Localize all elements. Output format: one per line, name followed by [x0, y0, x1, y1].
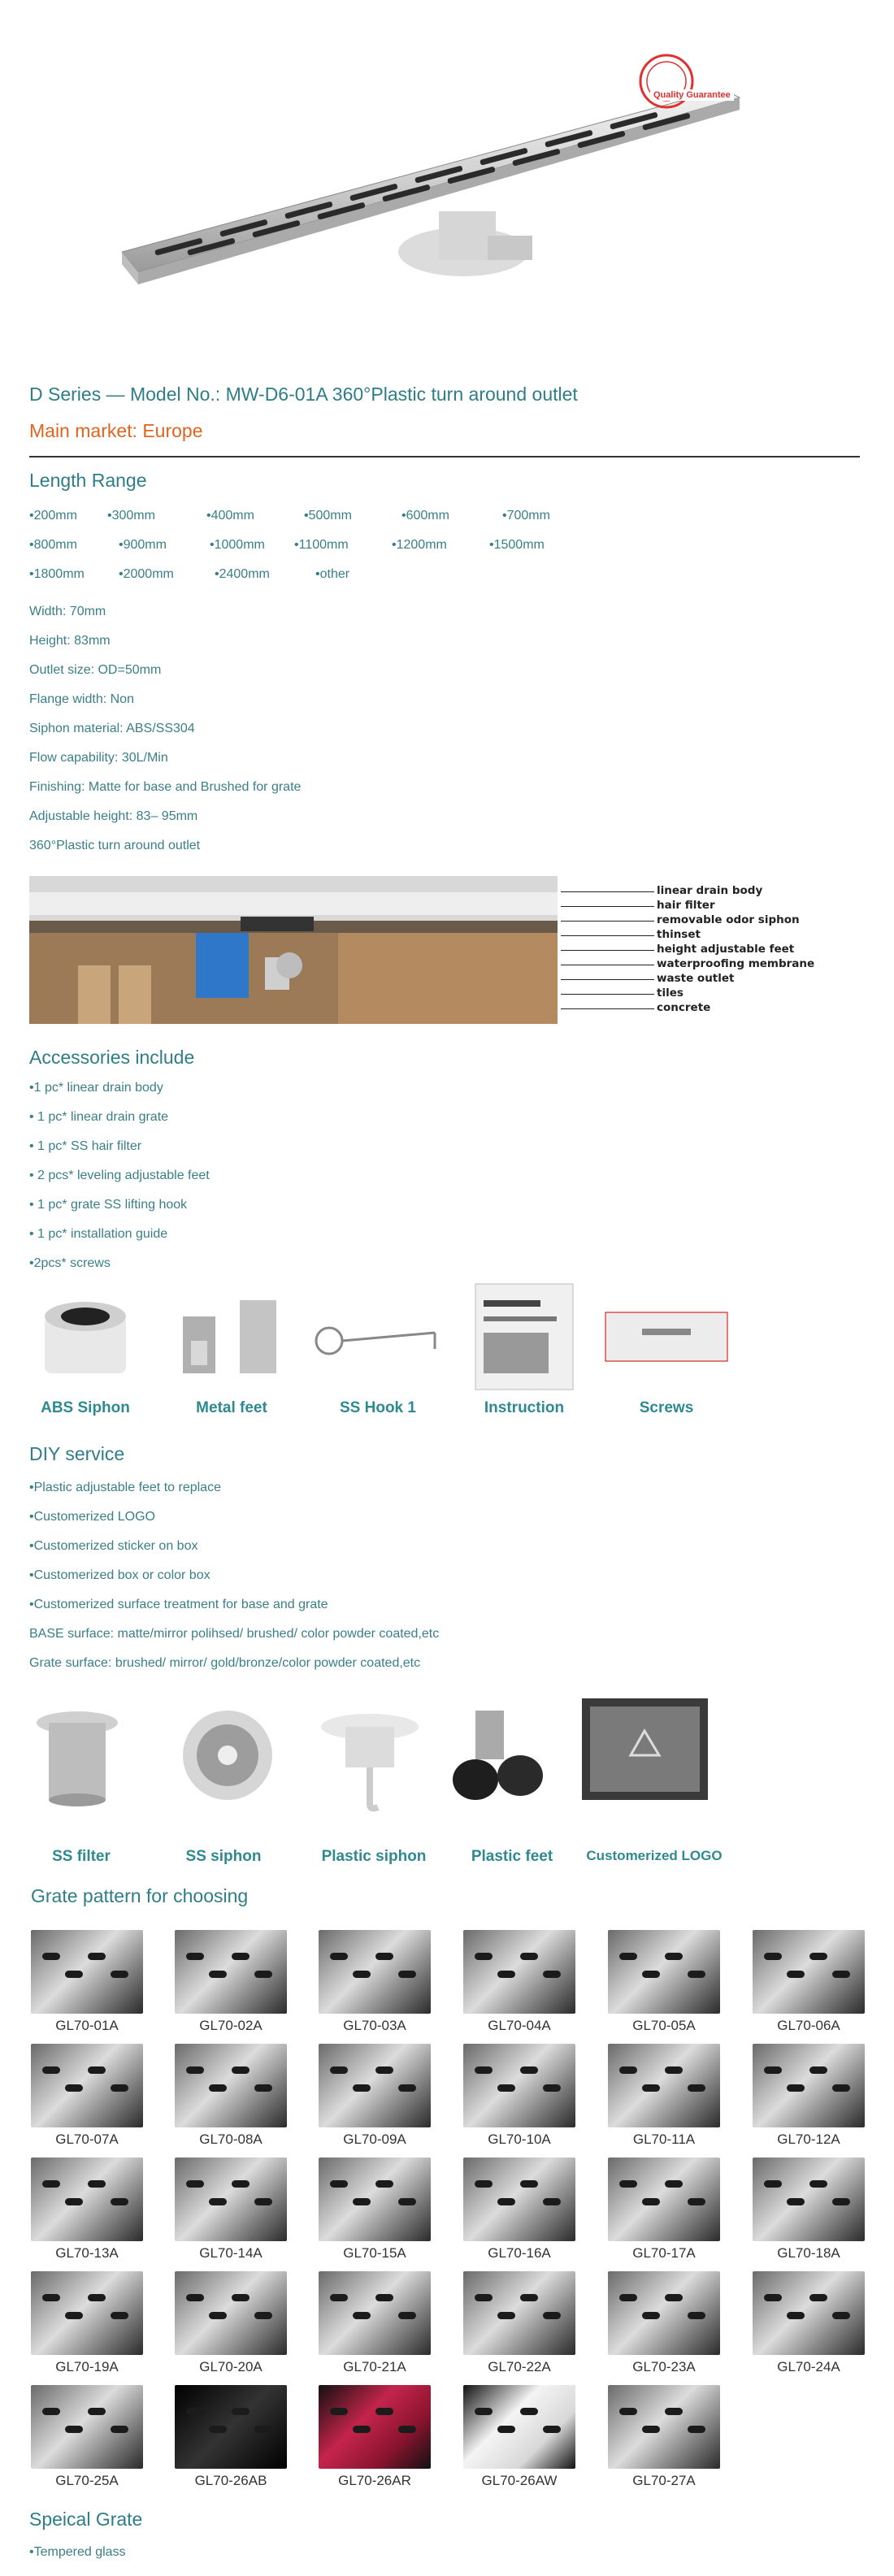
grate-slot	[520, 2066, 538, 2074]
grate-slot	[42, 2066, 60, 2074]
length-option: •1000mm	[210, 538, 265, 552]
grate-slot	[398, 1971, 416, 1978]
metal-feet-image	[167, 1292, 297, 1381]
grate-label: GL70-19A	[55, 2359, 119, 2374]
grate-slot	[398, 2312, 416, 2319]
grate-slot	[787, 2312, 805, 2319]
product-title: D Series — Model No.: MW-D6-01A 360°Plastic turn around outlet	[29, 384, 578, 405]
grate-slot	[111, 2312, 128, 2319]
length-option: •1200mm	[392, 538, 447, 552]
grate-slot	[543, 2312, 561, 2319]
grate-slot	[764, 2066, 782, 2074]
grate-tile	[753, 2158, 865, 2241]
grate-slot	[688, 1971, 705, 1978]
grate-tile	[319, 1930, 431, 2014]
grate-slot	[330, 2180, 348, 2188]
caption-plastic-feet: Plastic feet	[471, 1848, 553, 1865]
length-option: •1500mm	[489, 538, 545, 552]
grate-tile	[463, 2385, 575, 2469]
diagram-label: waste outlet	[657, 972, 735, 985]
grate-label: GL70-16A	[488, 2245, 551, 2261]
grate-slot	[42, 2408, 60, 2415]
grate-slot	[254, 2198, 272, 2205]
grate-slot	[88, 2294, 106, 2301]
grate-slot	[254, 1971, 272, 1978]
diy-item: •Customerized box or color box	[29, 1568, 210, 1582]
accessories-heading: Accessories include	[29, 1047, 195, 1068]
grate-label: GL70-26AR	[338, 2473, 411, 2488]
grate-slot	[209, 2426, 227, 2433]
diagram-label: hair filter	[657, 899, 715, 912]
grate-tile	[175, 2158, 287, 2241]
grate-slot	[330, 2294, 348, 2301]
grate-slot	[642, 2312, 660, 2319]
grate-slot	[111, 2426, 128, 2433]
grate-slot	[809, 2294, 827, 2301]
grate-slot	[642, 2426, 660, 2433]
caption-ss-filter: SS filter	[52, 1848, 111, 1865]
grate-tile	[463, 1930, 575, 2014]
grate-slot	[254, 2084, 272, 2092]
diy-heading: DIY service	[29, 1443, 125, 1464]
grate-tile	[31, 2044, 143, 2127]
grate-slot	[111, 2084, 128, 2092]
grate-tile	[463, 2271, 575, 2355]
grate-tile	[463, 2158, 575, 2241]
grate-slot	[42, 2180, 60, 2188]
ss-siphon-image	[175, 1706, 280, 1812]
ss-hook-image	[313, 1308, 451, 1373]
diy-item: •Customerized sticker on box	[29, 1539, 198, 1553]
grate-slot	[232, 2066, 250, 2074]
grate-tile	[753, 1930, 865, 2014]
grate-slot	[543, 2198, 561, 2205]
length-row	[29, 567, 413, 582]
grate-tile	[319, 2385, 431, 2469]
grate-slot	[209, 2198, 227, 2205]
grate-slot	[665, 2066, 683, 2074]
grate-label: GL70-25A	[55, 2473, 119, 2488]
grate-slot	[665, 2180, 683, 2188]
grate-slot	[375, 1953, 393, 1960]
grate-slot	[809, 2066, 827, 2074]
grate-slot	[787, 2084, 805, 2092]
grate-slot	[688, 2426, 705, 2433]
grate-tile	[31, 1930, 143, 2014]
length-option: •500mm	[304, 509, 352, 523]
diagram-label: linear drain body	[657, 884, 763, 897]
caption-customerized-logo: Customerized LOGO	[586, 1848, 723, 1863]
grate-slot	[330, 2066, 348, 2074]
grate-slot	[398, 2084, 416, 2092]
caption-instruction: Instruction	[484, 1399, 565, 1416]
grate-slot	[787, 1971, 805, 1978]
grate-slot	[353, 2198, 371, 2205]
grate-slot	[642, 2084, 660, 2092]
grate-tile	[608, 2044, 720, 2127]
diy-item: BASE surface: matte/mirror polihsed/ brushed/ color powder coated,etc	[29, 1627, 440, 1641]
grate-slot	[330, 1953, 348, 1960]
grate-slot	[543, 2084, 561, 2092]
grate-slot	[209, 2084, 227, 2092]
grate-slot	[764, 1953, 782, 1960]
grate-tile	[31, 2385, 143, 2469]
grate-slot	[88, 2408, 106, 2415]
grate-slot	[232, 2408, 250, 2415]
length-option: •2400mm	[215, 567, 270, 581]
grate-slot	[232, 1953, 250, 1960]
length-option: •200mm	[29, 509, 77, 523]
spec-line: Adjustable height: 83– 95mm	[29, 809, 198, 823]
grate-slot	[665, 2408, 683, 2415]
grate-tile	[319, 2044, 431, 2127]
length-option: •300mm	[107, 509, 155, 523]
plastic-siphon-image	[313, 1706, 427, 1812]
grate-label: GL70-12A	[777, 2131, 840, 2147]
grate-slot	[65, 2426, 83, 2433]
spec-line: 360°Plastic turn around outlet	[29, 839, 201, 852]
grate-slot	[111, 2198, 128, 2205]
grate-slot	[375, 2408, 393, 2415]
grate-slot	[642, 2198, 660, 2205]
grate-label: GL70-15A	[343, 2245, 406, 2261]
grate-label: GL70-10A	[488, 2131, 551, 2147]
length-range-heading: Length Range	[29, 470, 147, 491]
grate-slot	[353, 2312, 371, 2319]
grate-slot	[497, 2426, 515, 2433]
grate-slot	[209, 2312, 227, 2319]
installation-diagram	[29, 876, 558, 1024]
grate-slot	[475, 2066, 493, 2074]
grate-slot	[254, 2312, 272, 2319]
grate-slot	[375, 2180, 393, 2188]
spec-line: Finishing: Matte for base and Brushed for grate	[29, 780, 302, 794]
grate-slot	[764, 2180, 782, 2188]
customerized-logo-image	[582, 1698, 708, 1800]
caption-ss-hook: SS Hook 1	[340, 1399, 416, 1416]
grate-tile	[175, 1930, 287, 2014]
spec-line: Flow capability: 30L/Min	[29, 751, 168, 765]
accessory-item: •2pcs* screws	[29, 1256, 111, 1270]
length-row	[29, 509, 600, 523]
grate-slot	[88, 2180, 106, 2188]
grate-label: GL70-13A	[55, 2245, 119, 2261]
grate-slot	[209, 1971, 227, 1978]
grate-slot	[475, 2180, 493, 2188]
diagram-label: waterproofing membrane	[657, 957, 815, 970]
length-option: •other	[315, 567, 350, 581]
grate-slot	[42, 2294, 60, 2301]
grate-slot	[186, 2294, 204, 2301]
accessory-item: • 1 pc* linear drain grate	[29, 1110, 169, 1124]
screws-image	[601, 1300, 731, 1373]
grate-tile	[319, 2158, 431, 2241]
grate-tile	[175, 2385, 287, 2469]
grate-slot	[398, 2426, 416, 2433]
grate-slot	[475, 2408, 493, 2415]
accessory-item: •1 pc* linear drain body	[29, 1081, 163, 1095]
spec-line: Width: 70mm	[29, 605, 106, 618]
grate-slot	[375, 2294, 393, 2301]
grate-label: GL70-03A	[343, 2018, 406, 2033]
accessory-item: • 2 pcs* leveling adjustable feet	[29, 1169, 210, 1182]
grate-slot	[809, 2180, 827, 2188]
grate-tile	[319, 2271, 431, 2355]
grate-slot	[619, 1953, 637, 1960]
length-option: •1800mm	[29, 567, 85, 581]
grate-label: GL70-11A	[632, 2131, 696, 2147]
spec-line: Height: 83mm	[29, 634, 111, 648]
caption-plastic-siphon: Plastic siphon	[321, 1848, 427, 1865]
special-grate-item: •Tempered glass	[29, 2545, 126, 2559]
grate-slot	[665, 1953, 683, 1960]
length-option: •1100mm	[294, 538, 349, 552]
grate-slot	[619, 2408, 637, 2415]
grate-slot	[688, 2084, 705, 2092]
diagram-label: removable odor siphon	[657, 913, 800, 926]
length-option: •400mm	[206, 509, 254, 523]
special-grate-heading: Speical Grate	[29, 2509, 143, 2530]
grate-tile	[608, 1930, 720, 2014]
grate-slot	[832, 2312, 850, 2319]
diagram-label: height adjustable feet	[657, 943, 795, 956]
grate-slot	[809, 1953, 827, 1960]
grate-slot	[665, 2294, 683, 2301]
grate-tile	[175, 2044, 287, 2127]
diagram-label: thinset	[657, 928, 701, 941]
grate-label: GL70-05A	[632, 2018, 696, 2033]
grate-slot	[832, 2084, 850, 2092]
grate-slot	[88, 2066, 106, 2074]
caption-ss-siphon: SS siphon	[185, 1848, 262, 1865]
grate-slot	[497, 1971, 515, 1978]
grate-slot	[65, 1971, 83, 1978]
grate-slot	[520, 2294, 538, 2301]
grate-slot	[497, 2084, 515, 2092]
grate-slot	[186, 1953, 204, 1960]
grate-label: GL70-23A	[632, 2359, 696, 2374]
grate-label: GL70-07A	[55, 2131, 119, 2147]
grate-slot	[398, 2198, 416, 2205]
grate-slot	[497, 2312, 515, 2319]
grate-slot	[65, 2084, 83, 2092]
grate-slot	[832, 1971, 850, 1978]
grate-slot	[186, 2066, 204, 2074]
grate-slot	[475, 1953, 493, 1960]
grate-tile	[175, 2271, 287, 2355]
grate-label: GL70-21A	[343, 2359, 406, 2374]
grate-slot	[543, 1971, 561, 1978]
diagram-label: concrete	[657, 1001, 711, 1014]
grate-slot	[619, 2066, 637, 2074]
grate-slot	[42, 1953, 60, 1960]
grate-label: GL70-08A	[199, 2131, 263, 2147]
grate-slot	[787, 2198, 805, 2205]
grate-slot	[254, 2426, 272, 2433]
spec-line: Flange width: Non	[29, 692, 134, 706]
grate-label: GL70-09A	[343, 2131, 406, 2147]
caption-metal-feet: Metal feet	[196, 1399, 267, 1416]
plastic-feet-image	[443, 1702, 557, 1812]
diy-item: •Plastic adjustable feet to replace	[29, 1481, 221, 1494]
length-option: •800mm	[29, 538, 77, 552]
spec-line: Outlet size: OD=50mm	[29, 663, 162, 677]
grate-label: GL70-20A	[199, 2359, 263, 2374]
grate-slot	[475, 2294, 493, 2301]
grate-slot	[186, 2180, 204, 2188]
grate-tile	[608, 2271, 720, 2355]
grate-slot	[619, 2294, 637, 2301]
abs-siphon-image	[33, 1292, 138, 1381]
grate-slot	[330, 2408, 348, 2415]
grate-slot	[375, 2066, 393, 2074]
grate-tile	[31, 2158, 143, 2241]
grate-tile	[608, 2385, 720, 2469]
diy-item: Grate surface: brushed/ mirror/ gold/bronze/color powder coated,etc	[29, 1656, 421, 1670]
grate-slot	[65, 2312, 83, 2319]
grate-slot	[88, 1953, 106, 1960]
diagram-label: tiles	[657, 987, 684, 1000]
grate-slot	[520, 1953, 538, 1960]
grate-label: GL70-04A	[488, 2018, 551, 2033]
grate-slot	[65, 2198, 83, 2205]
grate-label: GL70-27A	[632, 2473, 696, 2488]
length-option: •2000mm	[119, 567, 174, 581]
grate-slot	[619, 2180, 637, 2188]
grate-slot	[543, 2426, 561, 2433]
grate-slot	[186, 2408, 204, 2415]
quality-stamp: Quality Guarantee	[650, 89, 734, 101]
grate-label: GL70-18A	[777, 2245, 840, 2261]
caption-screws: Screws	[639, 1399, 694, 1416]
diy-item: •Customerized surface treatment for base and grate	[29, 1598, 328, 1611]
grate-slot	[232, 2294, 250, 2301]
grate-slot	[764, 2294, 782, 2301]
grate-label: GL70-17A	[632, 2245, 696, 2261]
grate-slot	[520, 2180, 538, 2188]
grate-label: GL70-01A	[55, 2018, 119, 2033]
spec-line: Siphon material: ABS/SS304	[29, 722, 195, 735]
product-hero-image	[122, 49, 772, 309]
grate-slot	[111, 1971, 128, 1978]
grate-label: GL70-06A	[777, 2018, 840, 2033]
grate-slot	[497, 2198, 515, 2205]
grate-label: GL70-02A	[199, 2018, 263, 2033]
grate-label: GL70-14A	[199, 2245, 263, 2261]
grate-label: GL70-26AW	[481, 2473, 558, 2488]
length-option: •600mm	[401, 509, 449, 523]
grate-slot	[642, 1971, 660, 1978]
main-market: Main market: Europe	[29, 420, 203, 441]
grate-slot	[832, 2198, 850, 2205]
accessory-item: • 1 pc* SS hair filter	[29, 1139, 142, 1153]
grate-slot	[688, 2198, 705, 2205]
accessory-item: • 1 pc* grate SS lifting hook	[29, 1198, 188, 1212]
grate-slot	[232, 2180, 250, 2188]
grate-slot	[520, 2408, 538, 2415]
grate-label: GL70-24A	[777, 2359, 840, 2374]
grate-label: GL70-26AB	[194, 2473, 267, 2488]
instruction-image	[467, 1276, 581, 1398]
grate-heading: Grate pattern for choosing	[31, 1885, 249, 1906]
grate-slot	[688, 2312, 705, 2319]
diy-item: •Customerized LOGO	[29, 1510, 155, 1524]
grate-label: GL70-22A	[488, 2359, 551, 2374]
length-option: •700mm	[502, 509, 550, 523]
grate-tile	[463, 2044, 575, 2127]
grate-slot	[353, 2426, 371, 2433]
length-option: •900mm	[119, 538, 167, 552]
length-row	[29, 538, 587, 553]
grate-slot	[353, 2084, 371, 2092]
grate-tile	[753, 2044, 865, 2127]
ss-filter-image	[33, 1706, 122, 1812]
caption-abs-siphon: ABS Siphon	[41, 1399, 130, 1416]
divider	[29, 456, 860, 458]
grate-tile	[31, 2271, 143, 2355]
grate-tile	[753, 2271, 865, 2355]
grate-slot	[353, 1971, 371, 1978]
grate-tile	[608, 2158, 720, 2241]
accessory-item: • 1 pc* installation guide	[29, 1227, 168, 1241]
